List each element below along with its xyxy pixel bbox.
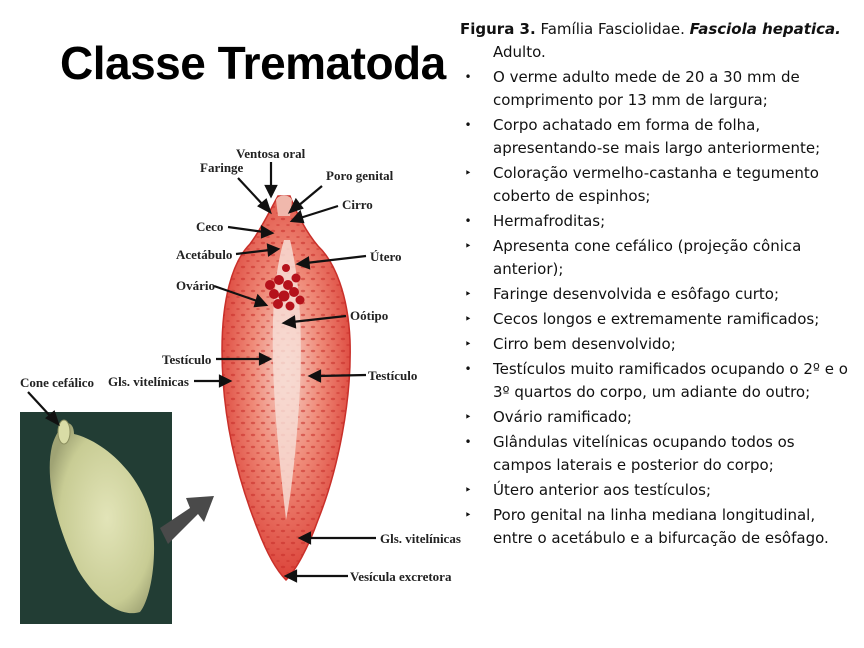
bullet-marker: ‣ [464,508,472,522]
bullet-marker: • [464,214,472,228]
label-utero: Útero [370,249,402,264]
label-poro-genital: Poro genital [326,168,394,183]
label-cirro: Cirro [342,197,373,212]
label-faringe: Faringe [200,160,244,175]
bullet-marker: ‣ [464,337,472,351]
list-item-text: Ovário ramificado; [493,408,632,426]
list-item [460,431,852,477]
list-item-text: Hermafroditas; [493,212,606,230]
label-testiculo-left: Testículo [162,352,212,367]
label-vesicula-excretora: Vesícula excretora [350,569,452,584]
slide-title: Classe Trematoda [60,37,446,89]
list-item [460,504,852,550]
caption-stage: Adulto. [493,43,546,61]
specimen-photo [20,412,172,624]
bullet-marker: ‣ [464,312,472,326]
bullet-marker: ‣ [464,410,472,424]
caption-label: Figura 3. [460,20,536,38]
label-ootipo: Oótipo [350,308,389,323]
list-item-text: Cecos longos e extremamente ramificados; [493,310,820,328]
description-panel [460,18,852,552]
list-item-text: Faringe desenvolvida e esôfago curto; [493,285,780,303]
list-item [460,66,852,112]
figure-caption [460,18,852,64]
feature-list [460,66,852,550]
label-cone-cefalico: Cone cefálico [20,375,95,390]
list-item [460,358,852,404]
list-item-text: Corpo achatado em forma de folha, apresentando-se mais largo anteriormente; [493,116,821,157]
bullet-marker: • [464,70,472,84]
list-item [460,235,852,281]
caption-species: Fasciola hepatica. [689,20,841,38]
list-item [460,162,852,208]
label-gls-vitelinicas-right: Gls. vitelínicas [380,531,461,546]
bullet-marker: ‣ [464,166,472,180]
list-item [460,406,852,429]
list-item-text: Glândulas vitelínicas ocupando todos os campos laterais e posterior do corpo; [493,433,795,474]
label-ventosa-oral: Ventosa oral [236,146,306,161]
bullet-marker: • [464,435,472,449]
list-item [460,114,852,160]
list-item-text: Útero anterior aos testículos; [493,481,712,499]
label-ovario: Ovário [176,278,215,293]
label-testiculo-right: Testículo [368,368,418,383]
list-item [460,479,852,502]
label-ceco: Ceco [196,219,224,234]
list-item-text: Apresenta cone cefálico (projeção cônica anterior); [493,237,802,278]
list-item-text: Coloração vermelho-castanha e tegumento coberto de espinhos; [493,164,819,205]
list-item-text: O verme adulto mede de 20 a 30 mm de comprimento por 13 mm de largura; [493,68,800,109]
list-item [460,210,852,233]
label-gls-vitelinicas-left: Gls. vitelínicas [108,374,189,389]
list-item [460,333,852,356]
bullet-marker: ‣ [464,287,472,301]
caption-family: Família Fasciolidae. [540,20,685,38]
bullet-marker: • [464,362,472,376]
list-item-text: Testículos muito ramificados ocupando o 2º e o 3º quartos do corpo, um adiante do outro; [493,360,848,401]
list-item [460,308,852,331]
bullet-marker: ‣ [464,483,472,497]
list-item-text: Poro genital na linha mediana longitudinal, entre o acetábulo e a bifurcação de esôfago. [493,506,829,547]
list-item-text: Cirro bem desenvolvido; [493,335,676,353]
label-acetabulo: Acetábulo [176,247,233,262]
bullet-marker: • [464,118,472,132]
bullet-marker: ‣ [464,239,472,253]
list-item [460,283,852,306]
